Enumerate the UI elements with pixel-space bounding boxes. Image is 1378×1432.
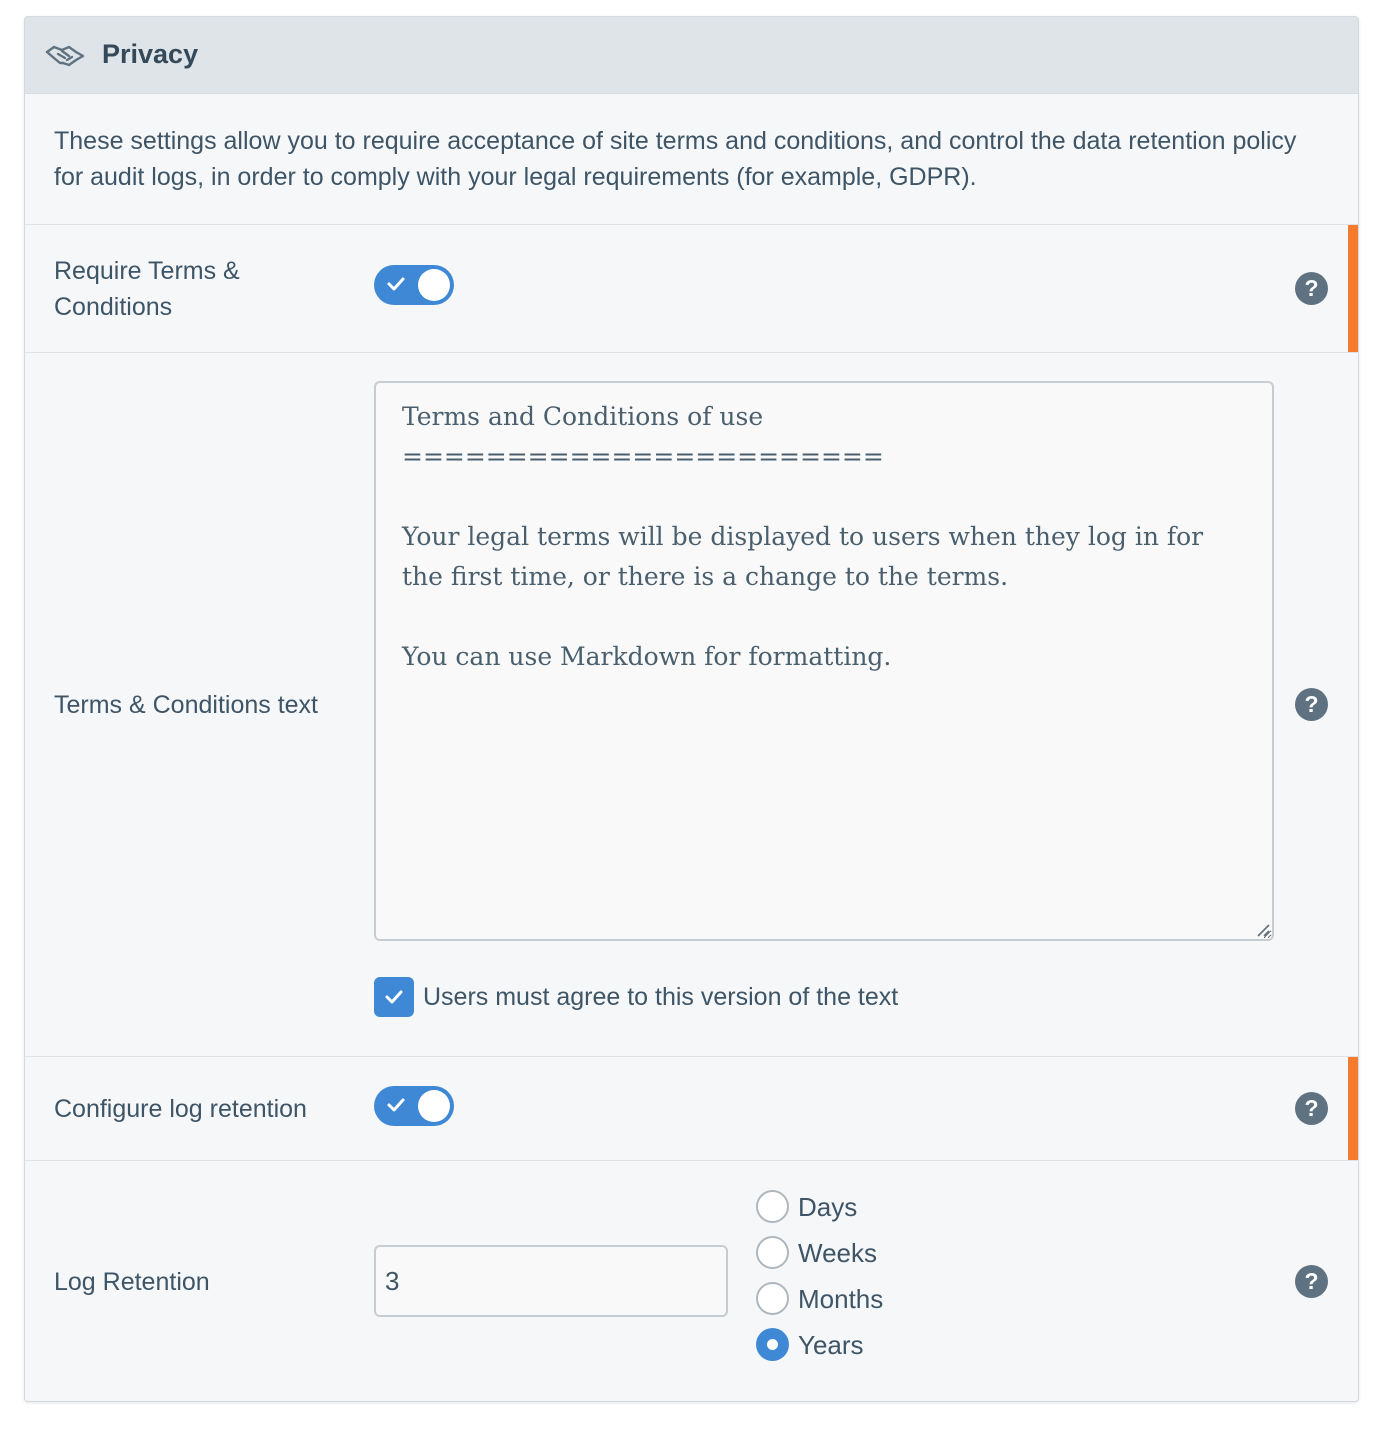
check-icon bbox=[385, 1094, 407, 1116]
require-terms-row bbox=[25, 224, 1358, 352]
radio-label: Years bbox=[798, 1330, 864, 1360]
resize-grip-icon[interactable] bbox=[1254, 921, 1270, 937]
help-icon[interactable]: ? bbox=[1295, 272, 1328, 305]
log-retention-label: Log Retention bbox=[54, 1268, 210, 1296]
check-icon bbox=[385, 273, 407, 295]
terms-text-label: Terms & Conditions text bbox=[54, 691, 318, 719]
require-terms-label: Require Terms & Conditions bbox=[54, 257, 240, 321]
radio-button[interactable] bbox=[756, 1282, 789, 1315]
toggle-knob bbox=[418, 1090, 450, 1122]
help-icon[interactable]: ? bbox=[1295, 1265, 1328, 1298]
radio-label: Weeks bbox=[798, 1238, 877, 1268]
radio-button[interactable] bbox=[756, 1190, 789, 1223]
configure-log-retention-toggle[interactable] bbox=[374, 1086, 454, 1126]
help-icon[interactable]: ? bbox=[1295, 1092, 1328, 1125]
require-terms-toggle[interactable] bbox=[374, 265, 454, 305]
panel-header bbox=[25, 17, 1358, 94]
panel-title: Privacy bbox=[102, 39, 199, 69]
panel-description: These settings allow you to require acceptance of site terms and conditions, and control the data retention policy for audit logs, in order to comply with your legal requirements (for example, GDPR). bbox=[54, 127, 1297, 191]
radio-button[interactable] bbox=[756, 1236, 789, 1269]
configure-log-retention-row bbox=[25, 1056, 1358, 1160]
radio-label: Days bbox=[798, 1192, 858, 1222]
modified-indicator bbox=[1348, 225, 1358, 353]
toggle-knob bbox=[418, 269, 450, 301]
check-icon bbox=[383, 986, 405, 1008]
terms-text-row bbox=[25, 352, 1358, 1056]
log-retention-input[interactable] bbox=[374, 1245, 728, 1317]
configure-log-retention-label: Configure log retention bbox=[54, 1095, 307, 1123]
help-icon[interactable]: ? bbox=[1295, 688, 1328, 721]
handshake-icon bbox=[45, 43, 85, 69]
modified-indicator bbox=[1348, 1057, 1358, 1161]
agree-version-checkbox[interactable] bbox=[374, 977, 414, 1017]
terms-textarea[interactable] bbox=[374, 381, 1274, 941]
agree-version-label[interactable]: Users must agree to this version of the text bbox=[423, 983, 899, 1011]
privacy-panel bbox=[24, 16, 1359, 1402]
log-retention-row bbox=[25, 1160, 1358, 1402]
radio-label: Months bbox=[798, 1284, 884, 1314]
radio-button-selected[interactable] bbox=[756, 1328, 789, 1361]
